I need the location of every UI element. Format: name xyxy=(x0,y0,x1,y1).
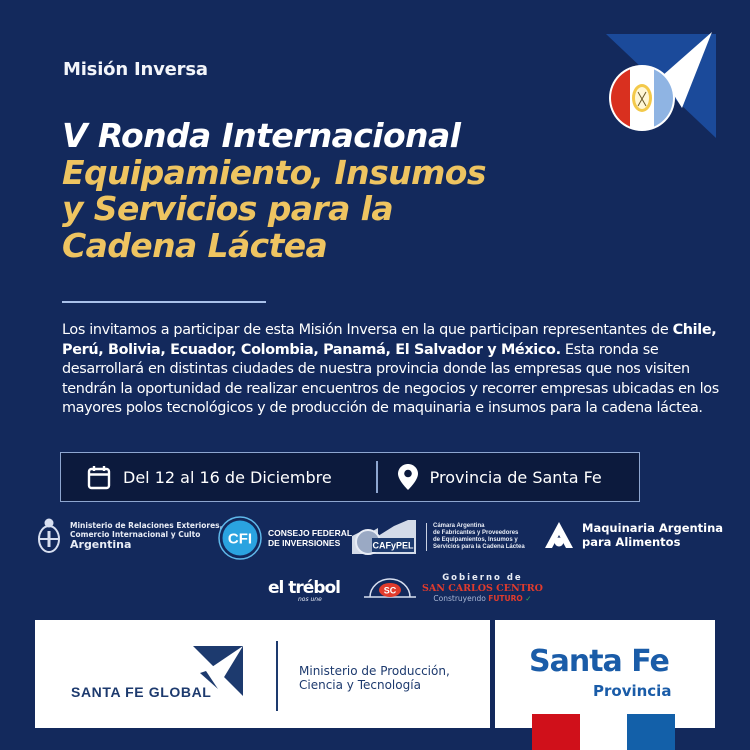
ministry-line-2: Ciencia y Tecnología xyxy=(299,678,421,692)
event-date-text: Del 12 al 16 de Diciembre xyxy=(123,467,332,487)
map-pin-icon xyxy=(398,464,418,490)
mre-line-2: Comercio Internacional y Culto xyxy=(70,530,201,539)
title-line-4: Cadena Láctea xyxy=(62,225,328,265)
san-carlos-futuro: FUTURO xyxy=(488,594,523,603)
logo-cfi xyxy=(218,516,352,560)
event-location-text: Provincia de Santa Fe xyxy=(429,467,602,487)
san-carlos-line-2: SAN CARLOS CENTRO xyxy=(422,583,543,594)
description-intro: Los invitamos a participar de esta Misión Inversa en la que participan representantes de xyxy=(62,322,673,338)
cfi-line-1: CONSEJO FEDERAL xyxy=(268,528,353,538)
kicker-label: Misión Inversa xyxy=(63,59,208,80)
footer-santa-fe-global xyxy=(35,620,490,728)
ministry-line-1: Ministerio de Producción, xyxy=(299,664,450,678)
svg-text:CAFyPEL: CAFyPEL xyxy=(372,540,414,551)
san-carlos-badge: SC xyxy=(383,585,397,596)
trebol-name: el trébol xyxy=(268,578,340,598)
sponsor-logos-row-2 xyxy=(260,572,560,612)
maquinaria-a-mark-icon xyxy=(544,520,574,550)
cafypel-line-3: de Equipamientos, Insumos y xyxy=(433,537,518,543)
san-carlos-emblem-icon xyxy=(364,575,416,603)
trebol-tagline: nos une xyxy=(298,596,322,603)
sponsor-logos-row-1 xyxy=(36,514,726,564)
flag-stripe-blue xyxy=(627,714,675,750)
flag-stripe-white xyxy=(580,714,627,750)
ministry-name xyxy=(299,664,450,692)
check-icon: ✓ xyxy=(525,594,532,603)
maquinaria-line-1: Maquinaria Argentina xyxy=(582,521,724,535)
event-date xyxy=(87,465,332,490)
logo-el-trebol xyxy=(268,578,340,603)
title-line-3: y Servicios para la xyxy=(62,189,394,228)
title-divider xyxy=(62,301,266,303)
san-carlos-line-3 xyxy=(433,594,531,604)
logo-san-carlos-centro xyxy=(364,574,543,604)
maquinaria-line-2: para Alimentos xyxy=(582,535,681,549)
logo-cancilleria xyxy=(36,517,223,555)
title-line-2: Equipamiento, Insumos xyxy=(62,152,486,192)
cafypel-line-1: Cámara Argentina xyxy=(433,523,485,529)
svg-text:CFI: CFI xyxy=(227,530,253,548)
cfi-badge-icon xyxy=(218,516,262,560)
title-line-1: V Ronda Internacional xyxy=(62,116,461,155)
mre-line-3: Argentina xyxy=(70,538,132,551)
san-carlos-slogan: Construyendo xyxy=(433,594,489,603)
argentina-coat-of-arms-icon xyxy=(36,517,62,555)
san-carlos-line-1: Gobierno de xyxy=(442,573,523,583)
cfi-line-2: DE INVERSIONES xyxy=(268,538,341,548)
mre-line-1: Ministerio de Relaciones Exteriores, xyxy=(70,521,223,530)
footer-santa-fe-provincia xyxy=(495,620,715,728)
description-rest: Esta ronda se desarrollará en distintas ciudades de nuestra provincia donde las empresas que nos visiten tendrán la oportunidad de realizar encuentros de negocios y recorrer empresas ubicadas en los mayores polos tecnológicos y de producción de maquinaria e insumos para la cadena láctea. xyxy=(62,341,719,416)
description-paragraph xyxy=(62,321,732,419)
cafypel-factory-icon xyxy=(350,516,420,558)
calendar-icon xyxy=(87,465,111,490)
info-divider xyxy=(376,461,378,493)
flag-stripe-red xyxy=(532,714,580,750)
santa-fe-global-name: SANTA FE GLOBAL xyxy=(71,684,212,700)
event-location xyxy=(398,464,602,490)
description-countries: Chile, Perú, Bolivia, Ecuador, Colombia, Panamá, El Salvador y México. xyxy=(62,322,717,358)
cafypel-line-4: Servicios para la Cadena Láctea xyxy=(433,544,525,550)
province-sub: Provincia xyxy=(593,682,672,700)
santa-fe-global-mark-icon xyxy=(192,645,244,697)
event-info-bar xyxy=(60,452,640,502)
event-title xyxy=(62,118,622,264)
cafypel-line-2: de Fabricantes y Proveedores xyxy=(433,530,519,536)
footer-divider xyxy=(276,641,278,711)
province-name: Santa Fe xyxy=(529,644,669,679)
logo-cafypel xyxy=(350,516,525,558)
logo-maquinaria-argentina xyxy=(544,520,723,550)
